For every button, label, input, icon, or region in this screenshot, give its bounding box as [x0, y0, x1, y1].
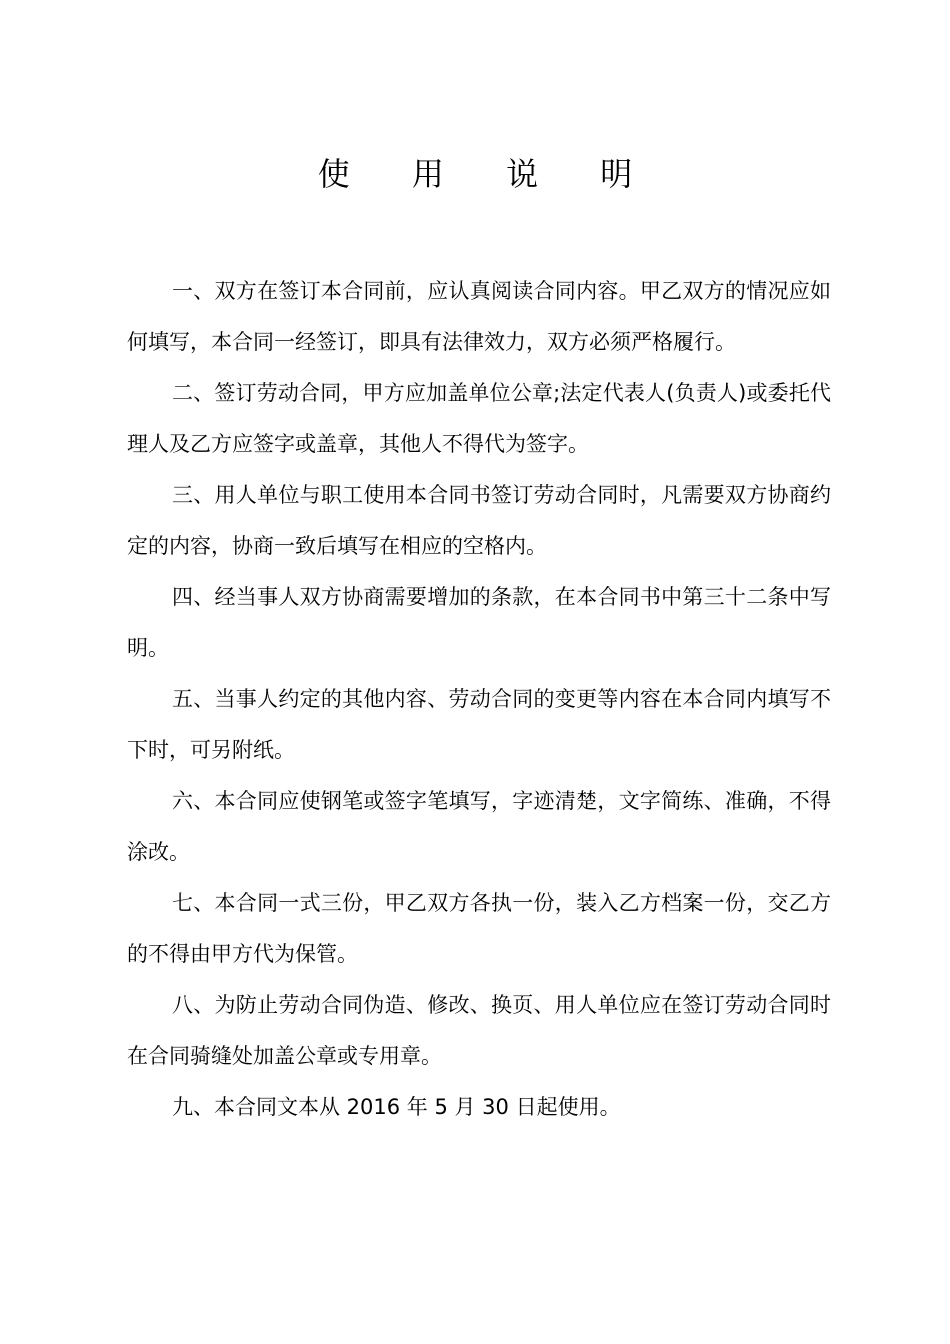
- instruction-paragraph-4: 四、经当事人双方协商需要增加的条款，在本合同书中第三十二条中写明。: [127, 585, 831, 660]
- instruction-paragraph-2: 二、签订劳动合同，甲方应加盖单位公章;法定代表人(负责人)或委托代理人及乙方应签字或盖章，其他人不得代为签字。: [127, 381, 831, 456]
- instruction-paragraph-3: 三、用人单位与职工使用本合同书签订劳动合同时，凡需要双方协商约定的内容，协商一致后填写在相应的空格内。: [127, 483, 831, 558]
- instructions-body: [127, 266, 831, 1133]
- instruction-paragraph-8: 八、为防止劳动合同伪造、修改、换页、用人单位应在签订劳动合同时在合同骑缝处加盖公章或专用章。: [127, 993, 831, 1068]
- instruction-paragraph-7: 七、本合同一式三份，甲乙双方各执一份，装入乙方档案一份，交乙方的不得由甲方代为保管。: [127, 891, 831, 966]
- instruction-paragraph-9: 九、本合同文本从 2016 年 5 月 30 日起使用。: [172, 1095, 621, 1119]
- instruction-paragraph-6: 六、本合同应使钢笔或签字笔填写，字迹清楚，文字简练、准确，不得涂改。: [127, 789, 831, 864]
- instruction-paragraph-5: 五、当事人约定的其他内容、劳动合同的变更等内容在本合同内填写不下时，可另附纸。: [127, 687, 831, 762]
- document-title: 使 用 说 明: [317, 155, 659, 193]
- instruction-paragraph-1: 一、双方在签订本合同前，应认真阅读合同内容。甲乙双方的情况应如何填写，本合同一经签订，即具有法律效力，双方必须严格履行。: [127, 279, 831, 354]
